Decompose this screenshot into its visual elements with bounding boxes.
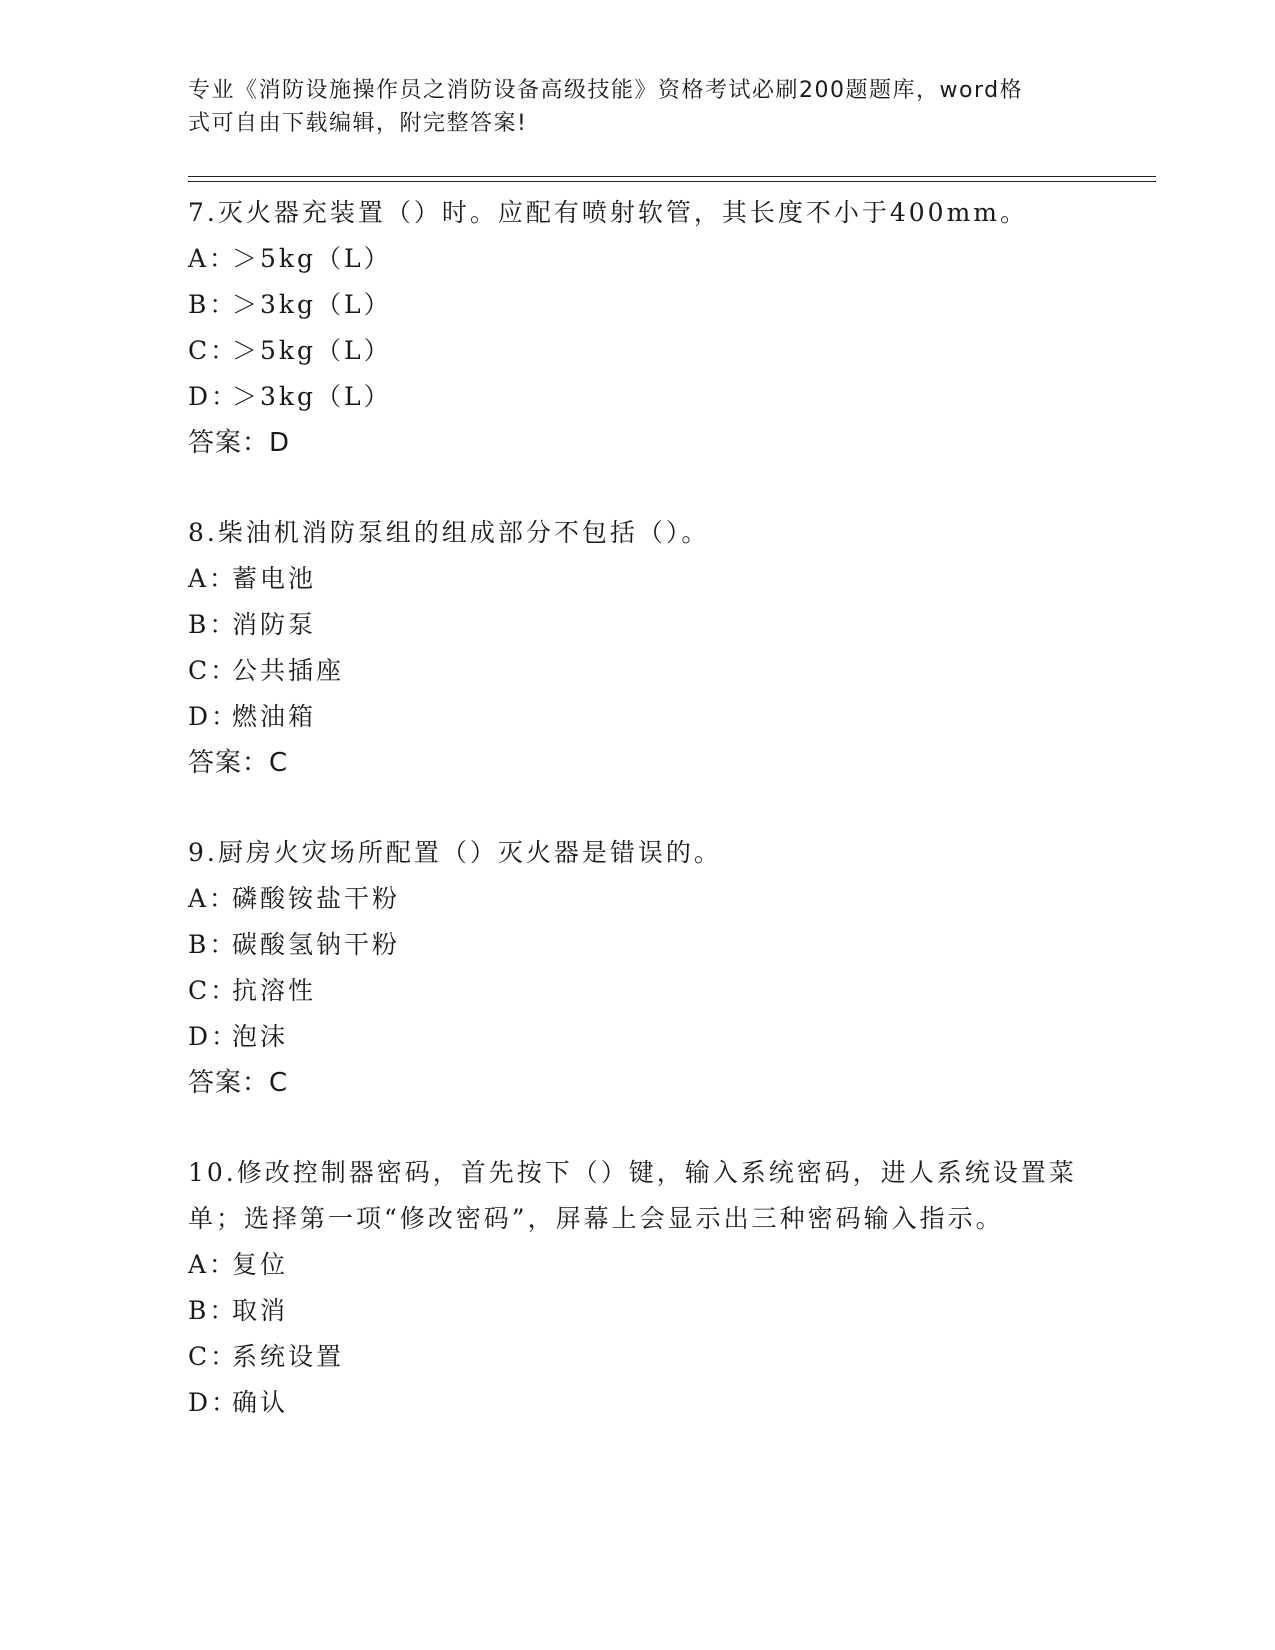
option-key: A：: [188, 564, 238, 593]
answer-text: 答案：D: [188, 428, 291, 458]
option-key: C：: [188, 1342, 239, 1371]
option-key: C：: [188, 656, 239, 685]
option-text: 系统设置: [232, 1342, 345, 1371]
option-b: [188, 922, 1088, 968]
option-c: [188, 968, 1088, 1014]
header-line-1: 专业《消防设施操作员之消防设备高级技能》资格考试必刷200题题库，word格: [188, 78, 1024, 103]
option-c: [188, 328, 1088, 374]
option-text: 碳酸氢钠干粉: [232, 930, 401, 959]
option-key: A：: [188, 1250, 238, 1279]
option-list: [188, 556, 1088, 740]
option-a: [188, 236, 1088, 282]
option-key: A：: [188, 884, 238, 913]
question-9: [188, 830, 1088, 1106]
option-list: [188, 1242, 1088, 1426]
option-text: ＞3kg（L）: [232, 290, 392, 319]
option-b: [188, 602, 1088, 648]
option-d: [188, 374, 1088, 420]
option-text: ＞5kg（L）: [232, 244, 392, 273]
option-list: [188, 236, 1088, 420]
option-a: [188, 1242, 1088, 1288]
answer-text: 答案：C: [188, 748, 289, 778]
option-b: [188, 282, 1088, 328]
option-text: ＞5kg（L）: [232, 336, 392, 365]
header-line-2: 式可自由下载编辑，附完整答案!: [188, 111, 528, 136]
option-key: A：: [188, 244, 238, 273]
option-d: [188, 1380, 1088, 1426]
option-text: 复位: [232, 1250, 289, 1279]
option-text: 燃油箱: [232, 702, 317, 731]
option-a: [188, 556, 1088, 602]
option-key: D：: [188, 382, 240, 411]
header-divider-top: [188, 176, 1156, 177]
option-a: [188, 876, 1088, 922]
option-key: C：: [188, 336, 239, 365]
document-header: [188, 74, 1068, 140]
header-divider-bottom: [188, 181, 1156, 182]
option-key: B：: [188, 1296, 238, 1325]
option-key: D：: [188, 1388, 240, 1417]
option-key: C：: [188, 976, 239, 1005]
question-stem: 8.柴油机消防泵组的组成部分不包括（）。: [188, 518, 710, 547]
option-d: [188, 1014, 1088, 1060]
option-d: [188, 694, 1088, 740]
option-text: 抗溶性: [232, 976, 317, 1005]
option-c: [188, 648, 1088, 694]
option-text: 确认: [232, 1388, 289, 1417]
question-8: [188, 510, 1088, 786]
question-7: [188, 190, 1088, 466]
option-b: [188, 1288, 1088, 1334]
option-key: B：: [188, 930, 238, 959]
option-text: 蓄电池: [232, 564, 317, 593]
answer-text: 答案：C: [188, 1068, 289, 1098]
option-text: ＞3kg（L）: [232, 382, 392, 411]
option-text: 磷酸铵盐干粉: [232, 884, 401, 913]
option-key: D：: [188, 702, 240, 731]
option-key: B：: [188, 290, 238, 319]
option-text: 公共插座: [232, 656, 345, 685]
question-stem: 9.厨房火灾场所配置（）灭火器是错误的。: [188, 838, 722, 867]
option-list: [188, 876, 1088, 1060]
option-text: 消防泵: [232, 610, 317, 639]
option-text: 泡沫: [232, 1022, 289, 1051]
option-key: D：: [188, 1022, 240, 1051]
question-10: [188, 1150, 1088, 1426]
question-stem: 7.灭火器充装置（）时。应配有喷射软管，其长度不小于400mm。: [188, 198, 1028, 227]
option-c: [188, 1334, 1088, 1380]
option-text: 取消: [232, 1296, 289, 1325]
option-key: B：: [188, 610, 238, 639]
question-stem: 10.修改控制器密码，首先按下（）键，输入系统密码，进人系统设置菜单；选择第一项“修改密码”，屏幕上会显示出三种密码输入指示。: [188, 1158, 1077, 1233]
